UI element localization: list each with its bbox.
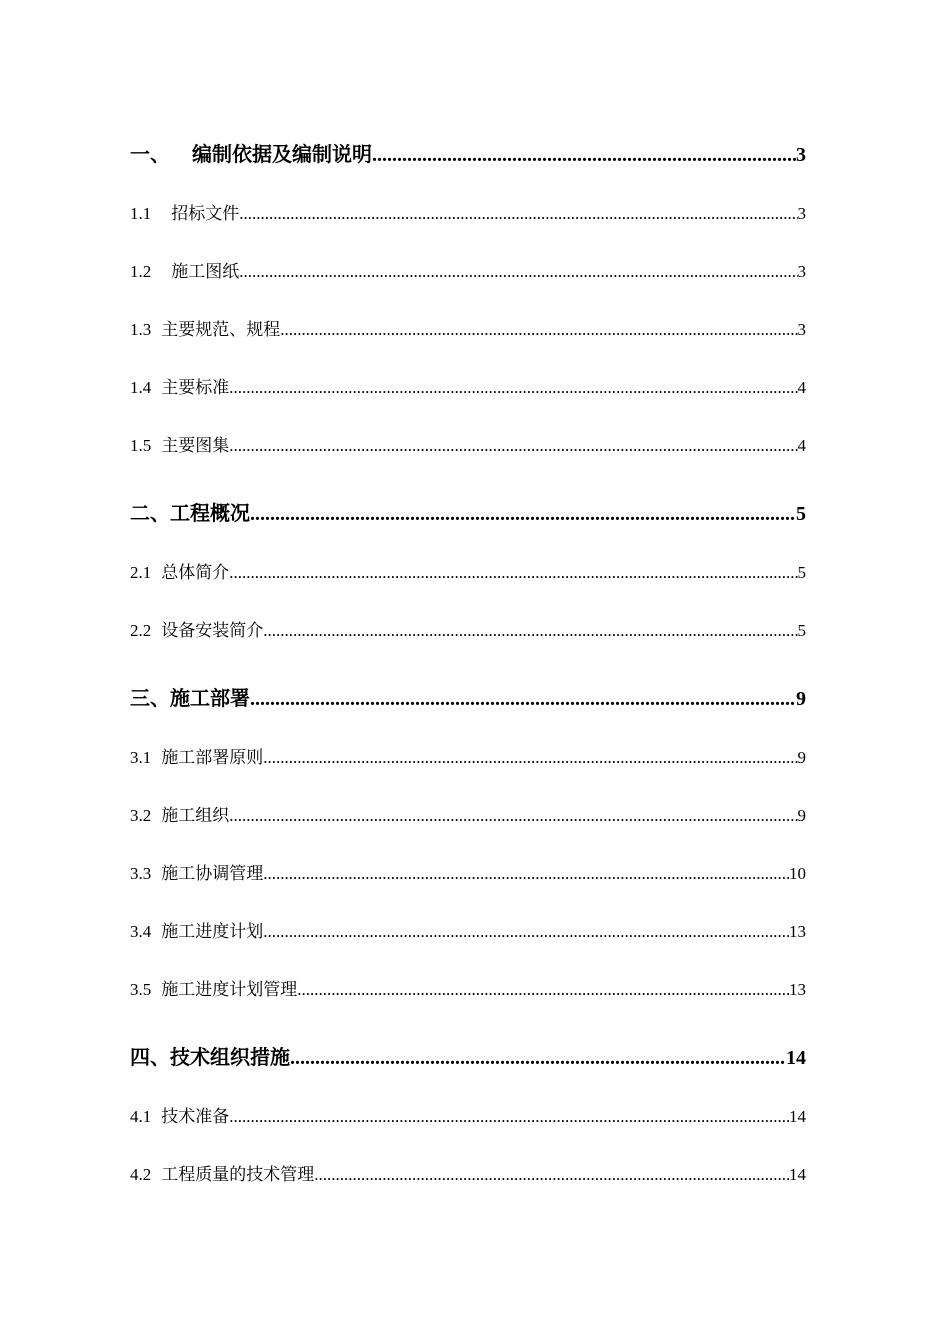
toc-dot-leader	[250, 688, 796, 711]
toc-dot-leader	[297, 980, 789, 1000]
toc-entry-title: 招标文件	[171, 204, 240, 223]
toc-dot-leader	[314, 1165, 789, 1185]
toc-entry-number: 3.4	[130, 922, 152, 941]
toc-section-entry[interactable]	[130, 975, 806, 1000]
toc-page-number: 14	[786, 1047, 806, 1069]
toc-entry-number: 2.1	[130, 563, 152, 582]
toc-section-entry[interactable]	[130, 801, 806, 826]
toc-section-entry[interactable]	[130, 199, 806, 224]
toc-entry-title: 主要图集	[161, 436, 230, 455]
toc-chapter-entry[interactable]	[130, 1041, 806, 1070]
toc-dot-leader	[229, 1107, 789, 1127]
toc-entry-title: 施工组织	[161, 806, 230, 825]
toc-entry-title: 主要规范、规程	[161, 320, 281, 339]
toc-page-number: 3	[796, 144, 806, 166]
toc-entry-title: 工程质量的技术管理	[161, 1165, 315, 1184]
toc-dot-leader	[229, 436, 797, 456]
toc-dot-leader	[229, 806, 797, 826]
toc-entry-number: 1.2	[130, 262, 152, 281]
toc-entry-number: 1.3	[130, 320, 152, 339]
toc-entry-number: 三、	[130, 688, 170, 710]
toc-dot-leader	[250, 503, 796, 526]
toc-dot-leader	[263, 748, 797, 768]
toc-page-number: 9	[796, 688, 806, 710]
toc-entry-title: 工程概况	[170, 503, 250, 525]
toc-entry-number: 3.2	[130, 806, 152, 825]
toc-page-number: 14	[789, 1107, 806, 1126]
toc-section-entry[interactable]	[130, 431, 806, 456]
toc-entry-title: 施工进度计划	[161, 922, 264, 941]
toc-entry-number: 1.5	[130, 436, 152, 455]
toc-entry-number: 1.1	[130, 204, 152, 223]
toc-chapter-entry[interactable]	[130, 497, 806, 526]
toc-dot-leader	[290, 1047, 786, 1070]
toc-entry-title: 技术准备	[161, 1107, 230, 1126]
toc-entry-title: 施工协调管理	[161, 864, 264, 883]
toc-entry-number: 一、	[130, 144, 170, 166]
toc-entry-title: 施工进度计划管理	[161, 980, 298, 999]
toc-entry-title: 施工部署	[170, 688, 250, 710]
toc-entry-number: 1.4	[130, 378, 152, 397]
toc-page-number: 10	[789, 864, 806, 883]
toc-entry-number: 二、	[130, 503, 170, 525]
toc-entry-title: 技术组织措施	[170, 1047, 290, 1069]
toc-dot-leader	[263, 621, 797, 641]
toc-entry-number: 4.2	[130, 1165, 152, 1184]
toc-entry-number: 4.1	[130, 1107, 152, 1126]
toc-page-number: 9	[797, 748, 806, 767]
toc-page-number: 14	[789, 1165, 806, 1184]
toc-page-number: 3	[797, 320, 806, 339]
toc-entry-number: 3.3	[130, 864, 152, 883]
toc-dot-leader	[229, 563, 797, 583]
toc-page-number: 13	[789, 922, 806, 941]
toc-page-number: 5	[796, 503, 806, 525]
toc-entry-number: 四、	[130, 1047, 170, 1069]
toc-page-number: 9	[797, 806, 806, 825]
toc-page-number: 3	[797, 262, 806, 281]
toc-dot-leader	[372, 144, 796, 167]
toc-entry-number: 3.5	[130, 980, 152, 999]
toc-entry-title: 总体简介	[161, 563, 230, 582]
toc-page-number: 3	[797, 204, 806, 223]
toc-entry-title: 施工图纸	[171, 262, 240, 281]
toc-dot-leader	[229, 378, 797, 398]
toc-section-entry[interactable]	[130, 315, 806, 340]
toc-entry-title: 主要标准	[161, 378, 230, 397]
toc-page-number: 5	[797, 563, 806, 582]
toc-entry-number: 3.1	[130, 748, 152, 767]
toc-chapter-entry[interactable]	[130, 682, 806, 711]
toc-entry-number: 2.2	[130, 621, 152, 640]
toc-entry-title: 编制依据及编制说明	[192, 144, 372, 166]
toc-dot-leader	[239, 204, 797, 224]
toc-section-entry[interactable]	[130, 859, 806, 884]
toc-dot-leader	[239, 262, 797, 282]
toc-page-number: 4	[797, 378, 806, 397]
toc-section-entry[interactable]	[130, 1160, 806, 1185]
toc-dot-leader	[263, 864, 789, 884]
toc-page-number: 4	[797, 436, 806, 455]
toc-section-entry[interactable]	[130, 917, 806, 942]
toc-dot-leader	[280, 320, 797, 340]
toc-chapter-entry[interactable]	[130, 138, 806, 167]
toc-page-number: 13	[789, 980, 806, 999]
toc-section-entry[interactable]	[130, 616, 806, 641]
toc-dot-leader	[263, 922, 789, 942]
toc-section-entry[interactable]	[130, 558, 806, 583]
toc-section-entry[interactable]	[130, 1102, 806, 1127]
toc-section-entry[interactable]	[130, 257, 806, 282]
toc-section-entry[interactable]	[130, 743, 806, 768]
toc-page-number: 5	[797, 621, 806, 640]
toc-entry-title: 施工部署原则	[161, 748, 264, 767]
toc-section-entry[interactable]	[130, 373, 806, 398]
toc-entry-title: 设备安装简介	[161, 621, 264, 640]
